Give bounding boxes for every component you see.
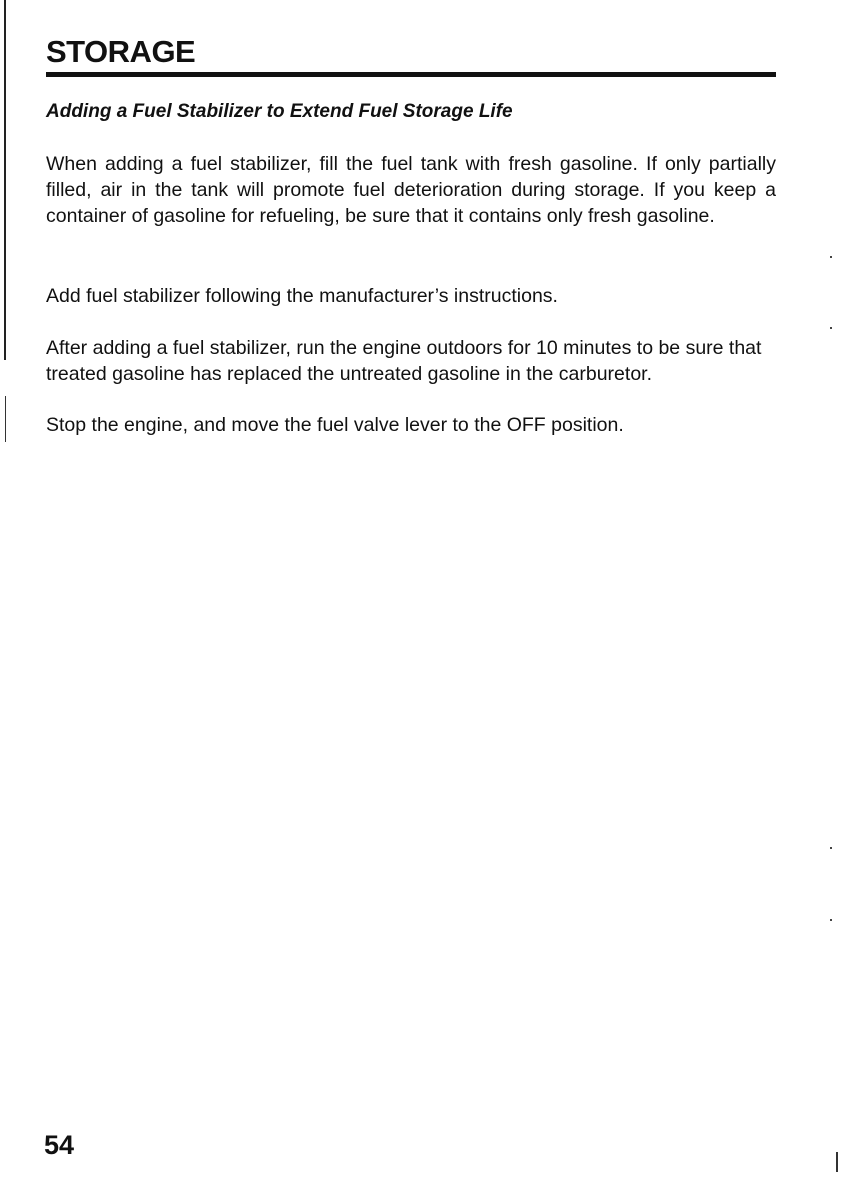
section-title: STORAGE — [46, 34, 196, 69]
scan-edge-mark — [4, 0, 6, 360]
title-rule — [46, 72, 776, 77]
paragraph-add-stabilizer: Add fuel stabilizer following the manufacturer’s instructions. — [46, 285, 558, 307]
paragraph-stop-engine: Stop the engine, and move the fuel valve lever to the OFF position. — [46, 414, 624, 436]
scan-edge-mark — [5, 396, 6, 442]
subheading: Adding a Fuel Stabilizer to Extend Fuel Storage Life — [46, 101, 513, 122]
scan-speck — [830, 847, 832, 849]
paragraph-fill-tank: When adding a fuel stabilizer, fill the fuel tank with fresh gasoline. If only partially filled, air in the tank will promote fuel deterioration during storage. If you keep a container of gasoline for refueling, be sure that it contains only fresh gasoline. — [46, 153, 776, 227]
scan-edge-mark — [836, 1152, 838, 1172]
scan-speck — [830, 256, 832, 258]
paragraph-run-engine: After adding a fuel stabilizer, run the engine outdoors for 10 minutes to be sure that treated gasoline has replaced the untreated gasoline in the carburetor. — [46, 337, 762, 385]
scan-speck — [830, 327, 832, 329]
page-number: 54 — [44, 1130, 75, 1160]
scan-speck — [830, 919, 832, 921]
